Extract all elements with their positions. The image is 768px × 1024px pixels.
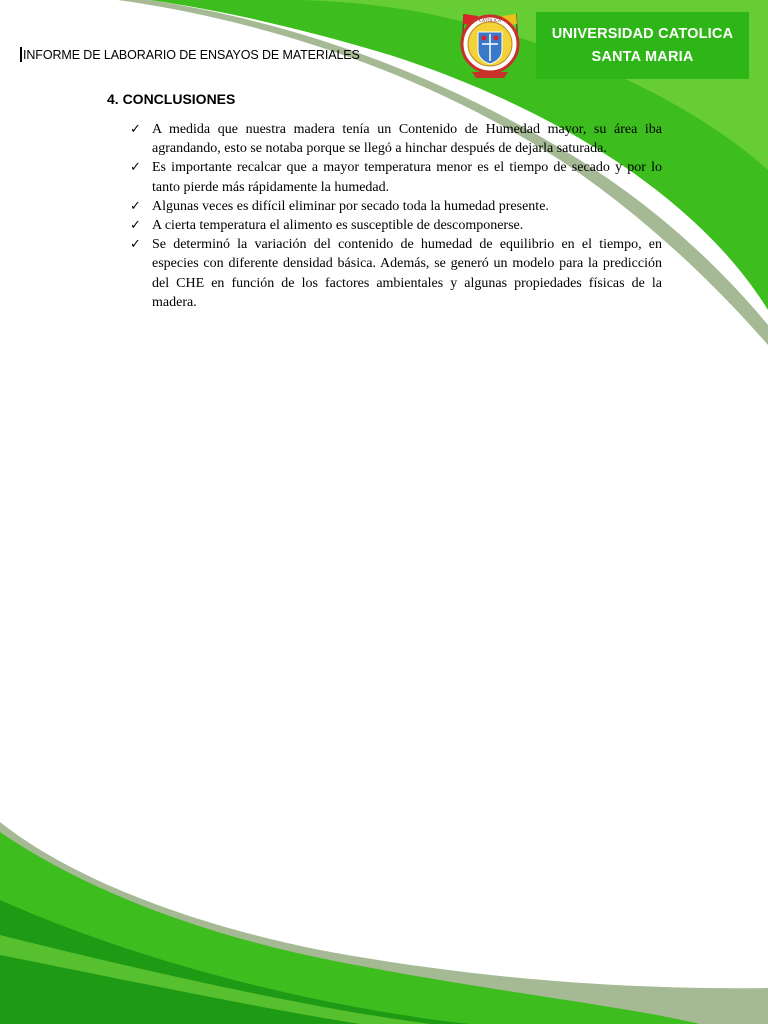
report-title [20, 47, 360, 62]
checkmark-icon: ✓ [130, 198, 141, 214]
report-title-text: INFORME DE LABORARIO DE ENSAYOS DE MATERIALES [23, 48, 360, 62]
list-item-text: Se determinó la variación del contenido de humedad de equilibrio en el tiempo, en especies con diferente densidad básica. Además, se generó un modelo para la predicción del CHE en función de los factores ambientales y algunas propiedades físicas de la madera. [152, 237, 662, 310]
checkmark-icon: ✓ [130, 122, 141, 137]
checkmark-icon: ✓ [130, 237, 141, 253]
university-name-line1: UNIVERSIDAD CATOLICA [551, 25, 734, 42]
list-item-text: A cierta temperatura el alimento es susceptible de descomponerse. [152, 218, 524, 234]
university-name-box [536, 12, 749, 79]
list-item [130, 197, 662, 216]
conclusions-list [130, 120, 662, 312]
checkmark-icon: ✓ [130, 218, 141, 234]
list-item-text: Es importante recalcar que a mayor temperatura menor es el tiempo de secado y por lo tanto pierde más rápidamente la humedad. [152, 160, 662, 195]
list-item [130, 120, 662, 158]
list-item-text: Algunas veces es difícil eliminar por secado toda la humedad presente. [152, 198, 549, 214]
university-emblem-icon [452, 6, 528, 80]
checkmark-icon: ✓ [130, 160, 141, 176]
list-item-text: A medida que nuestra madera tenía un Contenido de Humedad mayor, su área iba agrandando, esto se notaba porque se llegó a hinchar después de dejarla saturada. [152, 122, 662, 157]
list-item [130, 216, 662, 235]
section-heading: 4. CONCLUSIONES [107, 91, 236, 107]
title-bar-mark [20, 47, 22, 62]
list-item [130, 158, 662, 196]
list-item [130, 235, 662, 312]
svg-text:CATOLICA: CATOLICA [478, 19, 502, 24]
university-name-line2: SANTA MARIA [591, 48, 694, 65]
